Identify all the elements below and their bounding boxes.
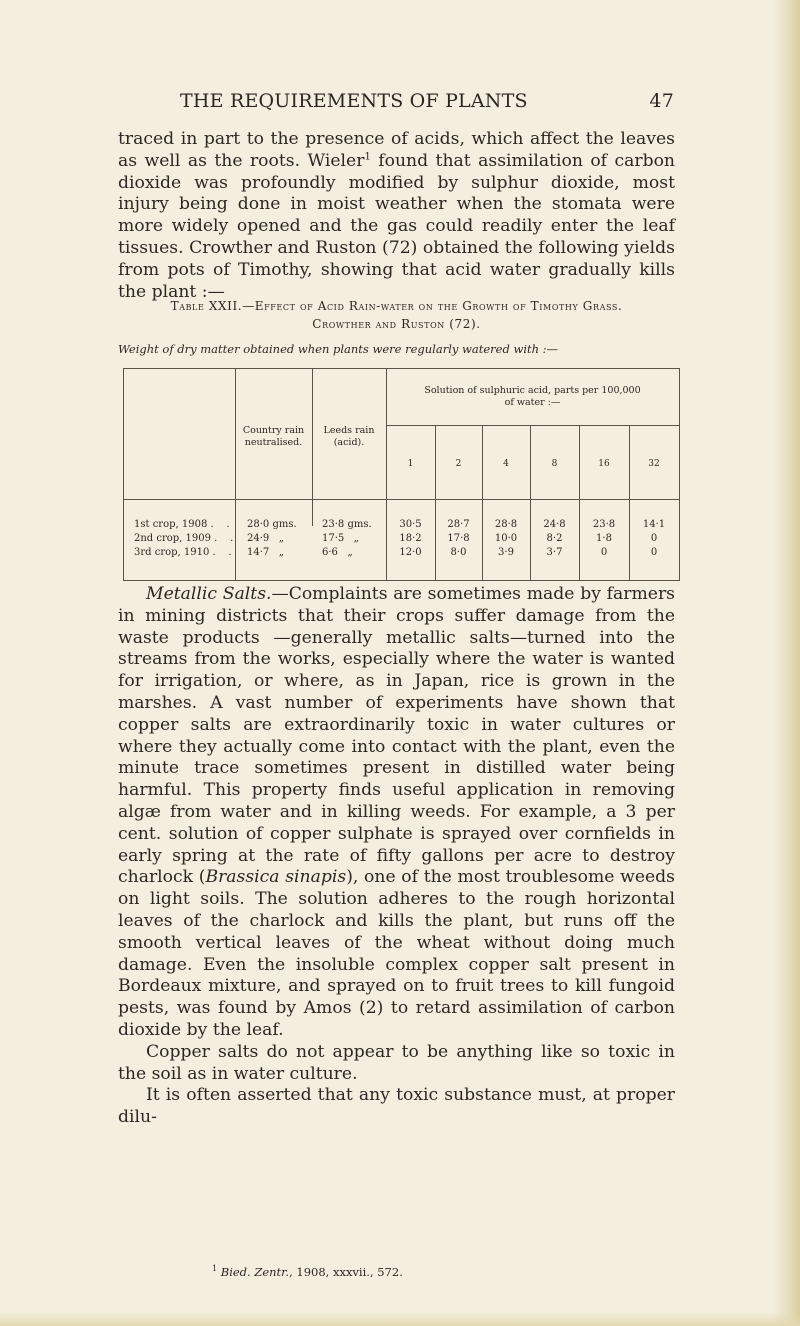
conc-4: 4 — [503, 459, 509, 469]
conc-2: 2 — [455, 459, 462, 469]
table-caption-source: Crowther and Ruston (72). — [312, 317, 481, 331]
row-label-1909: 2nd crop, 1909 . . — [134, 533, 234, 544]
cell-country-1910: 14·7 „ — [247, 547, 284, 558]
header-country-line1: Country rain — [242, 425, 305, 436]
cell-1908-2: 28·7 — [447, 519, 470, 530]
row-label-1908: 1st crop, 1908 . . — [134, 519, 230, 530]
cell-country-1908: 28·0 gms. — [247, 519, 297, 530]
page-number: 47 — [649, 90, 674, 112]
footnote — [212, 1265, 403, 1279]
page-edge-shading — [774, 0, 800, 1326]
running-title: THE REQUIREMENTS OF PLANTS — [180, 90, 528, 112]
header-leeds-rain — [312, 425, 386, 449]
running-header — [118, 90, 674, 114]
cell-1908-4: 28·8 — [494, 519, 518, 530]
cell-leeds-1910: 6·6 „ — [322, 547, 353, 558]
table-rule — [386, 425, 679, 426]
cell-1908-8: 24·8 — [543, 519, 566, 530]
table-note: Weight of dry matter obtained when plants were regularly watered with :— — [118, 342, 559, 356]
paragraph-metallic-text-a: —Complaints are sometimes made by farmers in mining districts that their crops suffer damage from the waste products —generally metallic salts—turned into the streams from the works, especially where the water is wanted for irrigation, or where, as in Japan, rice is grown in the marshes. A vast number of experiments have shown that copper salts are extraordinarily toxic in water cultures or where they actually come into contact with the plant, even the minute trace sometimes present in distilled water being harmful. This property finds useful application in removing algæ from water and in killing weeds. For example, a 3 per cent. solution of copper sulphate is sprayed over cornfields in early spring at the rate of fifty gallons per acre to destroy charlock ( — [118, 584, 675, 888]
cell-1910-32: 0 — [650, 547, 658, 558]
paragraph-intro-text-b: found that assimilation of carbon dioxide was profoundly modified by sulphur dioxide, most injury being done in moist weather when the stomata were more widely opened and the gas could readily enter the leaf tissues. Crowther and Ruston (72) obtained the following yields from pots of Timothy, showing that acid water gradually kills the plant :— — [118, 150, 676, 302]
footnote-journal: Bied. Zentr. — [220, 1265, 290, 1279]
paragraph-toxic-dilution: It is often asserted that any toxic substance must, at proper dilu- — [118, 1085, 675, 1128]
section-heading: Metallic Salts. — [146, 584, 272, 604]
cell-1910-8: 3·7 — [546, 547, 563, 558]
footnote-mark: 1 — [212, 1264, 218, 1274]
cell-1908-32: 14·1 — [642, 519, 666, 530]
table-caption-title: Table XXII.—Effect of Acid Rain-water on the Growth of Timothy Grass. — [170, 299, 623, 313]
conc-8: 8 — [551, 459, 558, 469]
conc-1: 1 — [407, 459, 414, 469]
paragraph-intro — [118, 129, 675, 303]
cell-1910-2: 8·0 — [450, 547, 467, 558]
header-country-line2: neutralised. — [244, 437, 303, 448]
conc-16: 16 — [598, 459, 610, 469]
cell-1909-1: 18·2 — [399, 533, 422, 544]
table-caption — [118, 297, 675, 333]
body-text — [118, 584, 675, 1129]
paragraph-metallic-salts — [118, 584, 675, 1042]
species-name: Brassica sinapis — [205, 867, 347, 888]
table-rule — [124, 499, 679, 500]
header-leeds-line2: (acid). — [333, 437, 365, 448]
cell-1909-32: 0 — [650, 533, 658, 544]
footnote-citation: , 1908, xxxvii., 572. — [289, 1265, 403, 1279]
page-edge-shading — [0, 1312, 800, 1326]
cell-1910-4: 3·9 — [498, 547, 514, 558]
header-solution — [386, 385, 679, 409]
paragraph-metallic-text-b: ), one of the most troublesome weeds on light soils. The solution adheres to the rough horizontal leaves of the charlock and kills the plant, but runs off the smooth vertical leaves of the wheat without doing much damage. Even the insoluble complex copper salt present in Bordeaux mixture, and sprayed on to fruit trees to kill fungoid pests, was found by Amos (2) to retard assimilation of carbon dioxide by the leaf. — [118, 867, 675, 1040]
paragraph-intro-text-a: traced in part to the presence of acids, which affect the leaves as well as the roots. Wieler — [118, 129, 675, 171]
row-label-1910: 3rd crop, 1910 . . — [134, 547, 232, 558]
cell-1909-8: 8·2 — [546, 533, 563, 544]
cell-country-1909: 24·9 „ — [247, 533, 284, 544]
data-table — [123, 368, 680, 581]
cell-1909-4: 10·0 — [494, 533, 518, 544]
cell-1909-16: 1·8 — [596, 533, 612, 544]
header-leeds-line1: Leeds rain — [323, 425, 375, 436]
cell-1910-16: 0 — [600, 547, 608, 558]
cell-1909-2: 17·8 — [447, 533, 470, 544]
header-solution-line1: Solution of sulphuric acid, parts per 100,000 — [424, 385, 641, 396]
header-solution-line2: of water :— — [504, 397, 561, 408]
cell-1910-1: 12·0 — [399, 547, 422, 558]
paragraph-copper-soil: Copper salts do not appear to be anything like so toxic in the soil as in water culture. — [118, 1041, 675, 1084]
conc-32: 32 — [648, 459, 660, 469]
cell-1908-16: 23·8 — [592, 519, 616, 530]
cell-1908-1: 30·5 — [399, 519, 422, 530]
header-country-rain — [235, 425, 312, 449]
cell-leeds-1909: 17·5 „ — [322, 533, 359, 544]
table-rule — [235, 369, 236, 580]
cell-leeds-1908: 23·8 gms. — [322, 519, 372, 530]
footnote-ref: 1 — [364, 151, 371, 163]
